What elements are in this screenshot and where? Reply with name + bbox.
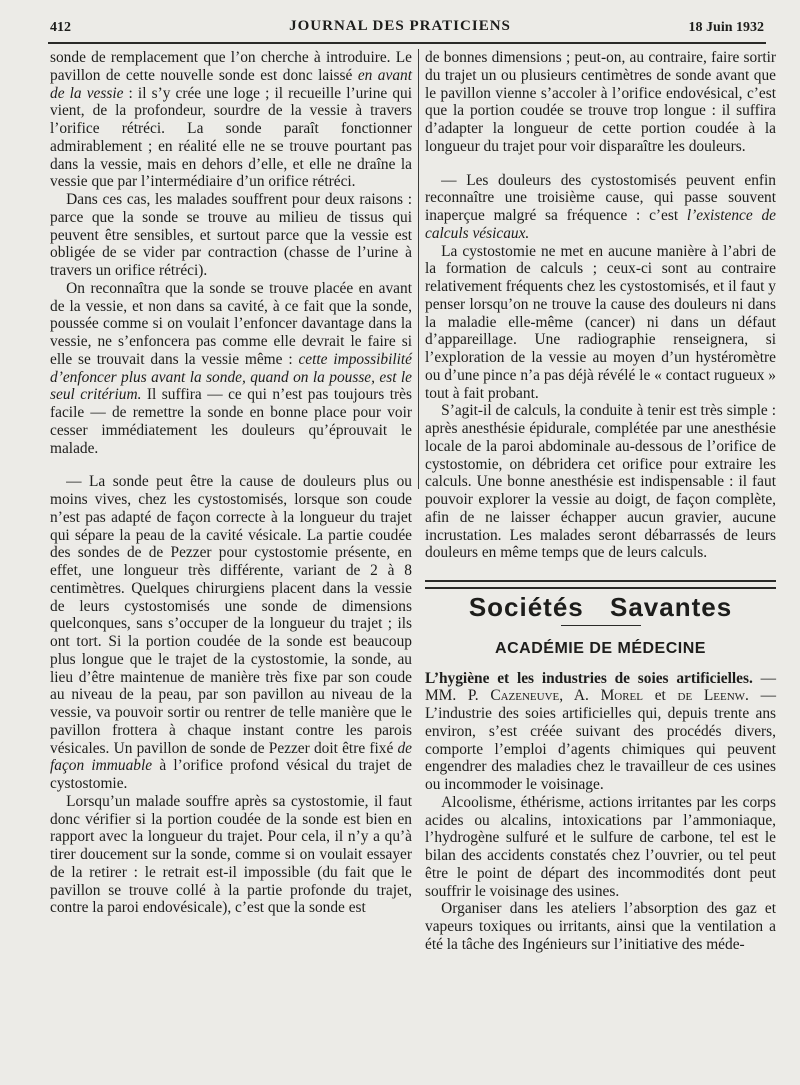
paragraph: Dans ces cas, les malades souffrent pour deux raisons : parce que la sonde se trouve au milieu de tissus qui peuvent être sensibles, et surtout parce que la vessie est obligée de se vider par contraction (chasse de l’urine à travers un orifice rétréci). <box>50 191 412 279</box>
journal-title: JOURNAL DES PRATICIENS <box>289 18 511 34</box>
page-number: 412 <box>50 20 71 35</box>
paragraph: La cystostomie ne met en aucune manière à l’abri de la formation de calculs ; ceux-ci sont au contraire relativement fréquents chez les cystostomisés, et il faut y penser lorsqu’on ne trouve la cause des douleurs ni dans la maladie elle-même (cancer) ni dans un défaut d’appareillage. Une radiographie renseignera, si l’exploration de la vessie au moyen d’un hystéromètre ou d’une pince n’a pas déjà révélé le « contact rugueux » tout à fait probant. <box>425 242 776 402</box>
paragraph: sonde de remplacement que l’on cherche à introduire. Le pavillon de cette nouvelle sonde est donc laissé en avant de la vessie : il s’y crée une loge ; il recueille l’urine qui vient, de la profondeur, sourdre de la vessie à travers l’orifice rétréci. La sonde paraît fonctionner admirablement ; en réalité elle ne se trouve pourtant pas dans la vessie, mais en dehors d’elle, et elle ne draîne la vessie que par l’intermédiaire d’un orifice rétréci. <box>50 49 412 191</box>
paragraph: S’agit-il de calculs, la conduite à tenir est très simple : après anesthésie épidurale, complétée par une anesthésie locale de la paroi abdominale au-dessous de l’orifice de cystostomie, on débridera cet orifice pour extraire les calculs. Une bonne anesthésie est indispensable : il faut pouvoir explorer la vessie au doigt, de façon complète, afin de ne laisser échapper aucun gravier, aucune incrustation. Les malades seront débarrassés de leurs douleurs en même temps que de leurs calculs. <box>425 402 776 562</box>
subsection-title: ACADÉMIE DE MÉDECINE <box>495 639 706 657</box>
author: Morel <box>600 687 643 705</box>
paragraph: — La sonde peut être la cause de douleurs plus ou moins vives, chez les cystostomisés, lorsque son coude n’est pas adapté de façon correcte à la longueur du trajet qui sépare la peau de la cavité vésicale. La partie coudée des sondes de de Pezzer pour cystostomie présente, en effet, une longueur très différente, variant de 2 à 8 centimètres. Quelques chirurgiens placent dans la vessie de leurs cystostomisés une sonde de dimensions quelconques, sans s’occuper de la longueur du trajet ; ils ont tort. Si la portion coudée de la sonde est beaucoup plus longue que le trajet de la cystostomie, la sonde, au lieu d’être maintenue de manière très fixe par son coude au niveau de la peau, par son pavillon au niveau de la vessie, va pouvoir sortir ou rentrer de telle manière que le pavillon frottera à chaque instant contre les parois vésicales. Un pavillon de sonde de Pezzer doit être fixé de façon immuable à l’orifice profond vésical du trajet de cystostomie. <box>50 473 412 792</box>
section-title: Sociétés Savantes <box>468 592 733 622</box>
paragraph: Alcoolisme, éthérisme, actions irritantes par les corps acides ou alcalins, intoxications par l’ammoniaque, l’hydrogène sulfuré et le sulfure de carbone, tel est le bilan des accidents constatés chez l’ouvrier, ou tel peut être le point de départ des incommodités dont peut souffrir le voisinage des usines. <box>425 793 776 900</box>
paragraph: On reconnaîtra que la sonde se trouve placée en avant de la vessie, et non dans sa cavité, à ce fait que la sonde, poussée comme si on voulait l’enfoncer davantage dans la vessie, ne s’enfoncera pas comme elle devrait le faire si elle se trouvait dans la vessie même : cette impossibilité d’enfoncer plus avant la sonde, quand on la pousse, est le seul critérium. Il suffira — ce qui n’est pas toujours très facile — de remettre la sonde en bonne place pour voir cesser immédiatement les douleurs qu’éprouvait le malade. <box>50 279 413 457</box>
issue-date: 18 Juin 1932 <box>688 20 764 35</box>
page-header <box>0 0 800 46</box>
column-divider <box>418 49 419 489</box>
header-rule <box>48 42 766 44</box>
article-title: L’hygiène et les industries de soies artificielles. <box>425 669 753 687</box>
paragraph: de bonnes dimensions ; peut-on, au contraire, faire sortir du trajet un ou plusieurs centimètres de sonde avant que le pavillon vienne s’accoler à l’orifice endovésical, c’est que la portion coudée se trouve trop longue : il suffira d’adapter la longueur de cette portion coudée à la longueur du trajet pour voir disparaître les douleurs. <box>425 49 776 155</box>
paragraph: Lorsqu’un malade souffre après sa cystostomie, il faut donc vérifier si la portion coudée de la sonde est bien en rapport avec la longueur du trajet. Pour cela, il n’y a qu’à tirer doucement sur la sonde, comme si on voulait essayer de la retirer : le retrait est-il impossible (du fait que le pavillon se trouve collé à la partie profonde du trajet, contre la paroi endovésicale), c’est que la sonde est <box>50 792 412 917</box>
article-heading: L’hygiène et les industries de soies artificielles. — MM. P. Cazeneuve, A. Morel et de Leenw. — L’industrie des soies artificielles qui, depuis trente ans environ, s’est créée suivant des procédés divers, comporte l’emploi d’agents chimiques qui peuvent engendrer des maladies chez le travailleur de ces usines ou incommoder le voisinage. <box>425 669 776 793</box>
section-double-rule <box>425 580 776 589</box>
left-column <box>50 49 412 917</box>
author: Cazeneuve <box>490 687 560 705</box>
right-column <box>425 49 776 954</box>
title-underline <box>561 625 641 626</box>
author: de Leenw <box>677 687 746 705</box>
paragraph: Organiser dans les ateliers l’absorption des gaz et vapeurs toxiques ou irritants, ainsi que la ventilation a été la tâche des Ingénieurs sur l’initiative des méde- <box>425 900 776 953</box>
paragraph: — Les douleurs des cystostomisés peuvent enfin reconnaître une troisième cause, qui passe souvent inaperçue malgré sa fréquence : c’est l’existence de calculs vésicaux. <box>425 171 776 242</box>
